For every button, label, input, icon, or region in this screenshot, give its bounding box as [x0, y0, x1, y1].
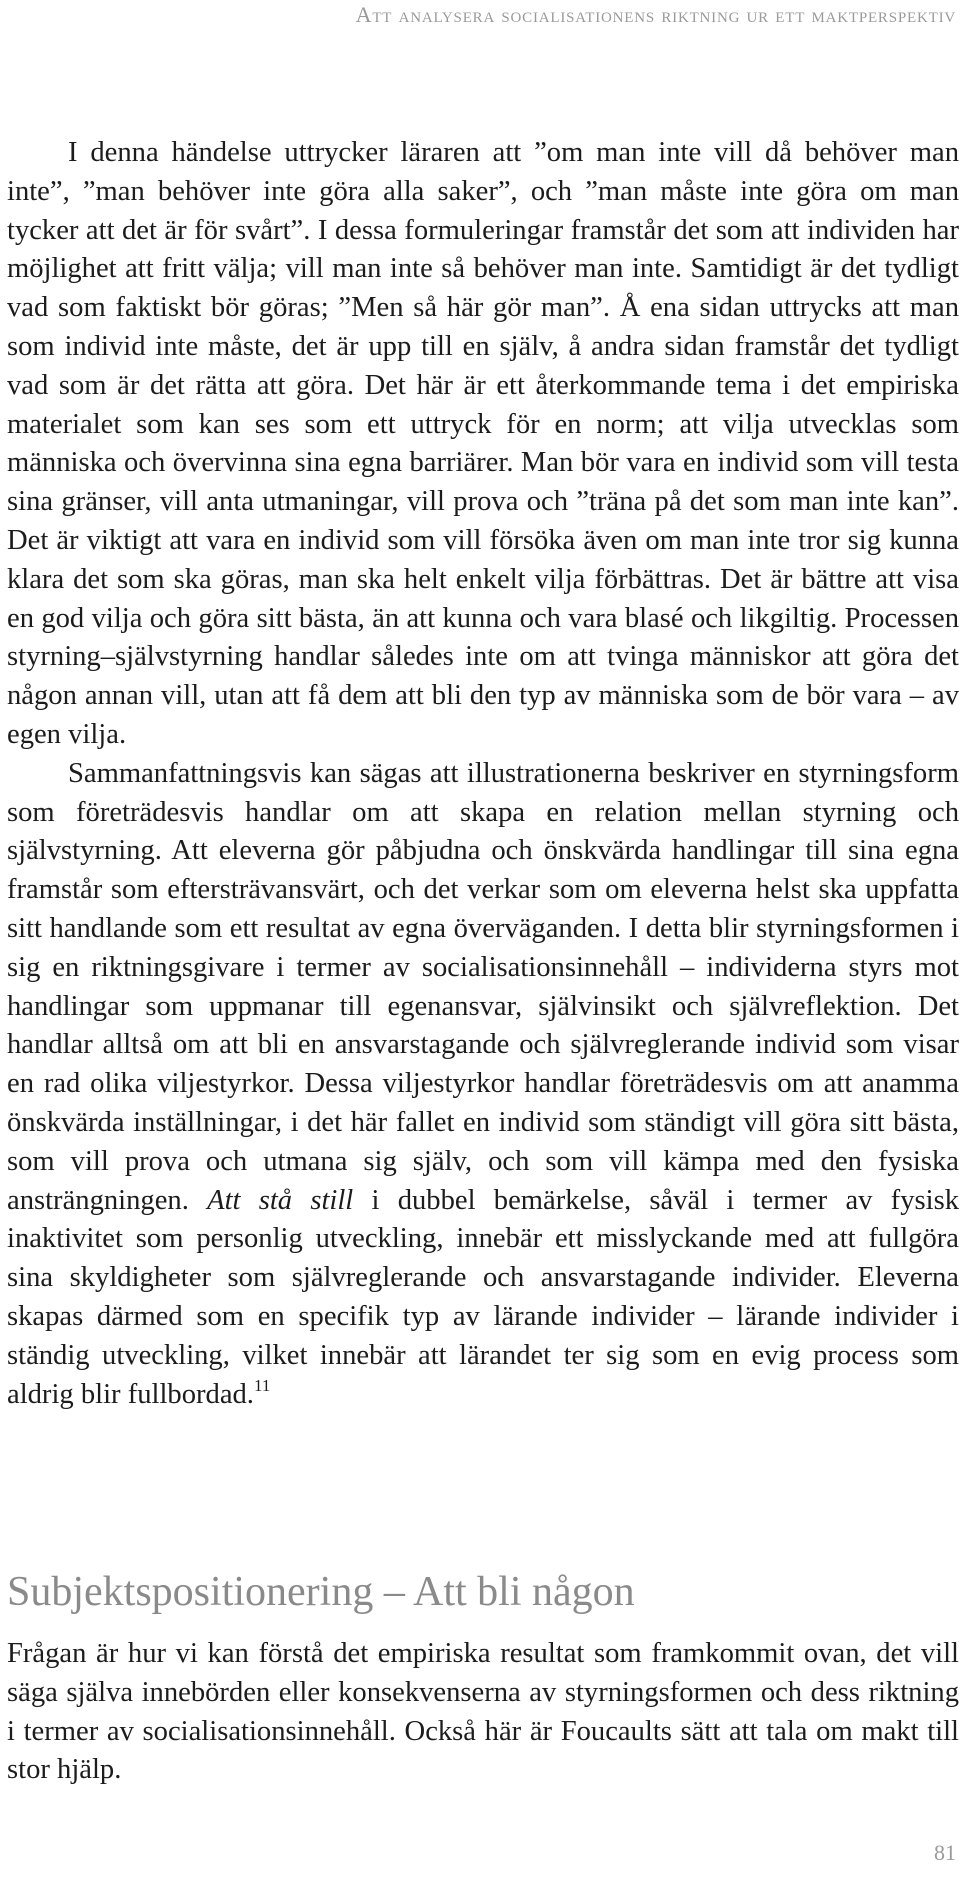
- paragraph-2-emphasis: Att stå still: [207, 1184, 354, 1216]
- paragraph-2-text: Sammanfattningsvis kan sägas att illustrationerna beskriver en styrningsform som företrädesvis handlar om att skapa en relation mellan styrning och självstyrning. Att eleverna gör påbjudna och önskvärda handlingar till sina egna framstår som eftersträvansvärt, och det verkar som om eleverna helst ska uppfatta sitt handlande som ett resultat av egna överväganden. I detta blir styrningsformen i sig en riktningsgivare i termer av socialisationsinnehåll – individerna styrs mot handlingar som uppmanar till egenansvar, självinsikt och självreflektion. Det handlar alltså om att bli en ansvarstagande och självreglerande individ som visar en rad olika viljestyrkor. Dessa viljestyrkor handlar företrädesvis om att anamma önskvärda inställningar, i det här fallet en individ som ständigt vill göra sitt bästa, som vill prova och utmana sig själv, och som vill kämpa med den fysiska ansträngningen.: [7, 757, 959, 1216]
- body-text: [7, 134, 959, 1414]
- footnote-marker: 11: [253, 1375, 271, 1395]
- paragraph-2: [7, 755, 959, 1415]
- section-paragraph: Frågan är hur vi kan förstå det empiriska resultat som framkommit ovan, det vill säga själva innebörden eller konsekvenserna av styrningsformen och dess riktning i termer av socialisationsinnehåll. Också här är Foucaults sätt att tala om makt till stor hjälp.: [7, 1638, 959, 1786]
- paragraph-2-text-continued: i dubbel bemärkelse, såväl i termer av fysisk inaktivitet som personlig utveckling, innebär ett misslyckande med att fullgöra sina skyldigheter som självreglerande och ansvarstagande individer. Eleverna skapas därmed som en specifik typ av lärande individer – lärande individer i ständig utveckling, vilket innebär att lärandet ter sig som en evig process som aldrig blir fullbordad.: [7, 1184, 960, 1410]
- page-number: 81: [934, 1840, 956, 1865]
- running-header: Att analysera socialisationens riktning ur ett maktperspektiv: [355, 2, 956, 27]
- section-heading: Subjektspositionering – Att bli någon: [7, 1569, 635, 1615]
- paragraph-1: I denna händelse uttrycker läraren att ”om man inte vill då behöver man inte”, ”man behöver inte göra alla saker”, och ”man måste inte göra om man tycker att det är för svårt”. I dessa formuleringar framstår det som att individen har möjlighet att fritt välja; vill man inte så behöver man inte. Samtidigt är det tydligt vad som faktiskt bör göras; ”Men så här gör man”. Å ena sidan uttrycks att man som individ inte måste, det är upp till en själv, å andra sidan framstår det tydligt vad som är det rätta att göra. Det här är ett återkommande tema i det empiriska materialet som kan ses som ett uttryck för en norm; att vilja utvecklas som människa och övervinna sina egna barriärer. Man bör vara en individ som vill testa sina gränser, vill anta utmaningar, vill prova och ”träna på det som man inte kan”. Det är viktigt att vara en individ som vill försöka även om man inte tror sig kunna klara det som ska göras, man ska helt enkelt vilja förbättras. Det är bättre att visa en god vilja och göra sitt bästa, än att kunna och vara blasé och likgiltig. Processen styrning–självstyrning handlar således inte om att tvinga människor att göra det någon annan vill, utan att få dem att bli den typ av människa som de bör vara – av egen vilja.: [7, 137, 959, 750]
